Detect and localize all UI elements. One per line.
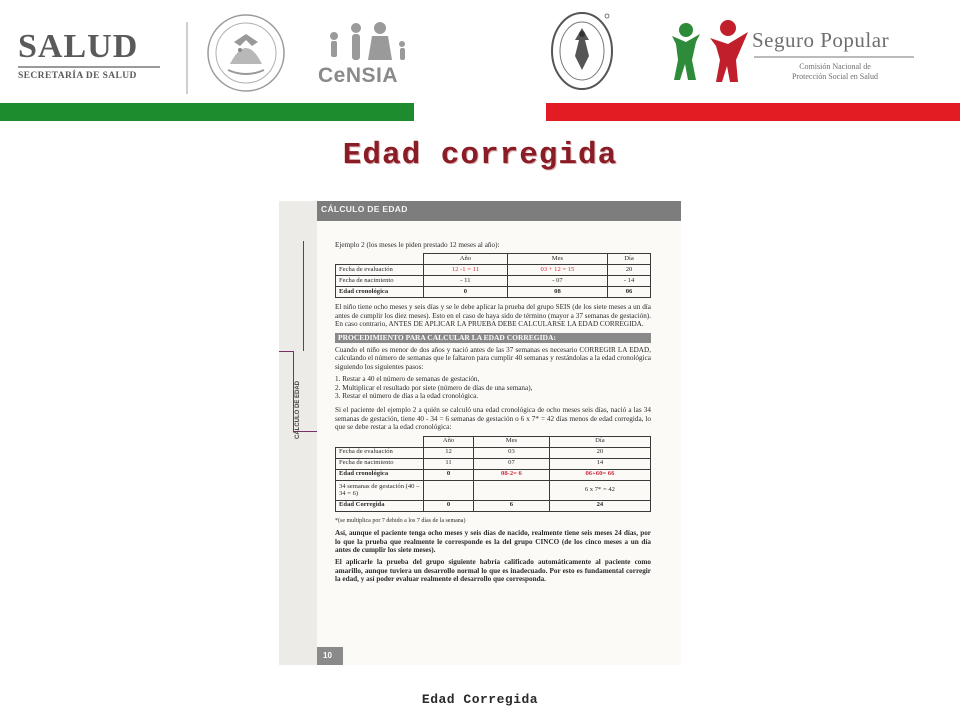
side-tab-label: CÁLCULO DE EDAD xyxy=(295,381,301,439)
cell-dia: 20 xyxy=(549,447,650,458)
cell-anio: 0 xyxy=(424,469,474,480)
cell-mes: - 07 xyxy=(507,276,607,287)
cell-dia: 24 xyxy=(549,500,650,511)
table-corner xyxy=(336,254,424,265)
paragraph-3: Si el paciente del ejemplo 2 a quién se calculó una edad cronológica de ocho meses seis días, nació a las 34 semanas de gestación, tiene 40 - 34 = 6 semanas de gestación o 6 x 7* = 42 días menos de edad corregida, lo que se debe restar a la edad cronológica: xyxy=(335,406,651,432)
paragraph-4: Así, aunque el paciente tenga ocho meses y seis días de nacido, realmente tiene seis meses 24 días, por lo que la prueba que realmente le corresponde es la del grupo CINCO (de los cinco meses a un día antes de cumplir los siete meses). xyxy=(335,529,651,554)
table-row xyxy=(336,469,651,480)
mexican-eagle-seal-icon xyxy=(200,12,292,94)
cell-dia: 20 xyxy=(608,265,651,276)
page-number-label: 10 xyxy=(323,651,332,660)
col-anio: Año xyxy=(424,254,508,265)
cell-dia: 14 xyxy=(549,458,650,469)
steps-list xyxy=(335,375,651,400)
censia-wordmark: CeNSIA xyxy=(318,64,399,87)
cell-mes xyxy=(474,480,550,500)
row-label: Edad cronológica xyxy=(336,469,424,480)
cell-anio: 12 xyxy=(424,447,474,458)
cell-anio: - 11 xyxy=(424,276,508,287)
seguro-popular-title: Seguro Popular xyxy=(752,28,890,52)
col-dia: Día xyxy=(608,254,651,265)
table-header-row xyxy=(336,436,651,447)
paragraph-5: El aplicarle la prueba del grupo siguiente habría calificado automáticamente al paciente como amarillo, aunque tuviera un desarrollo normal lo que es inadecuado. Por esto es fundamental corregir la edad, y así poder evaluar realmente el desarrollo que corresponda. xyxy=(335,558,651,584)
cell-mes: 07 xyxy=(474,458,550,469)
seguro-popular-subtitle-line2: Protección Social en Salud xyxy=(792,72,878,81)
table-row xyxy=(336,287,651,298)
salud-wordmark: SALUD xyxy=(18,28,139,65)
table-row xyxy=(336,458,651,469)
row-label: Fecha de evaluación xyxy=(336,265,424,276)
cell-dia: 06 xyxy=(608,287,651,298)
table-row xyxy=(336,265,651,276)
logo-divider xyxy=(186,22,188,94)
cell-mes: 08 xyxy=(507,287,607,298)
cell-anio xyxy=(424,480,474,500)
document-page xyxy=(279,201,681,665)
page-number xyxy=(317,647,343,665)
list-item: 1. Restar a 40 el número de semanas de gestación, xyxy=(335,375,480,384)
family-figures-icon xyxy=(312,20,412,66)
example-intro: Ejemplo 2 (los meses le piden prestado 12 meses al año): xyxy=(335,241,500,249)
salud-subtitle: SECRETARÍA DE SALUD xyxy=(18,71,137,81)
tab-line-top xyxy=(279,351,293,352)
row-label: Fecha de evaluación xyxy=(336,447,424,458)
cell-anio: 0 xyxy=(424,287,508,298)
col-anio: Año xyxy=(424,436,474,447)
table-example-2 xyxy=(335,253,651,298)
cell-mes: 6 xyxy=(474,500,550,511)
paragraph-1: El niño tiene ocho meses y seis días y se le debe aplicar la prueba del grupo SEIS (de los siete meses a un día antes de cumplir los diez meses). Esto en el caso de haya sido de término (mayor a 37 semanas de gestación). En caso contrario, ANTES DE APLICAR LA PRUEBA DEBE CALCULARSE LA EDAD CORREGIDA. xyxy=(335,303,651,329)
cell-mes: 03 xyxy=(474,447,550,458)
cell-anio: 11 xyxy=(424,458,474,469)
table-row xyxy=(336,500,651,511)
document-header xyxy=(317,201,681,221)
row-label: Edad cronológica xyxy=(336,287,424,298)
salud-rule xyxy=(18,66,160,68)
seguro-popular-logo xyxy=(752,28,932,82)
document-content xyxy=(335,241,651,588)
seguro-popular-subtitle-line1: Comisión Nacional de xyxy=(799,62,871,71)
procedure-title: PROCEDIMIENTO PARA CALCULAR LA EDAD CORREGIDA: xyxy=(335,333,651,343)
row-label: Fecha de nacimiento xyxy=(336,276,424,287)
cell-anio: 12 -1 = 11 xyxy=(424,265,508,276)
cell-dia: 06+60= 66 xyxy=(549,469,650,480)
row-label: Fecha de nacimiento xyxy=(336,458,424,469)
salud-logo xyxy=(18,30,168,86)
cell-mes: 03 + 12 = 15 xyxy=(507,265,607,276)
side-tab xyxy=(283,381,301,441)
slide-title: Edad corregida xyxy=(342,138,618,173)
paragraph-2: Cuando el niño es menor de dos años y nació antes de las 37 semanas es necesario CORREGIR LA EDAD, calculando el número de semanas que le faltaron para cumplir 40 semanas y restándolas a la edad cronológica siguiendo los siguientes pasos: xyxy=(335,346,651,371)
hospital-emblem-icon xyxy=(549,10,615,92)
row-label: 34 semanas de gestación (40 – 34 = 6) xyxy=(336,480,424,500)
cell-mes: 08-2= 6 xyxy=(474,469,550,480)
cell-dia: - 14 xyxy=(608,276,651,287)
table-row xyxy=(336,276,651,287)
list-item: 2. Multiplicar el resultado por siete (número de días de una semana), xyxy=(335,383,533,392)
table-header-row xyxy=(336,254,651,265)
censia-logo xyxy=(312,20,412,90)
footnote: *(se multiplica por 7 debido a los 7 días de la semana) xyxy=(335,517,466,524)
seguro-popular-figures-icon xyxy=(668,20,754,84)
cell-anio: 0 xyxy=(424,500,474,511)
table-row xyxy=(336,480,651,500)
slide-footer: Edad Corregida xyxy=(421,692,539,707)
red-band xyxy=(546,103,960,121)
table-corrected-age xyxy=(335,436,651,512)
seguro-popular-rule xyxy=(754,56,914,58)
green-band xyxy=(0,103,414,121)
col-mes: Mes xyxy=(474,436,550,447)
list-item: 3. Restar el número de días a la edad cronológica. xyxy=(335,392,479,401)
col-mes: Mes xyxy=(507,254,607,265)
table-row xyxy=(336,447,651,458)
cell-dia: 6 x 7* = 42 xyxy=(549,480,650,500)
tab-line-upper xyxy=(303,241,304,351)
document-header-title: CÁLCULO DE EDAD xyxy=(321,204,408,214)
table-corner xyxy=(336,436,424,447)
col-dia: Día xyxy=(549,436,650,447)
row-label: Edad Corregida xyxy=(336,500,424,511)
